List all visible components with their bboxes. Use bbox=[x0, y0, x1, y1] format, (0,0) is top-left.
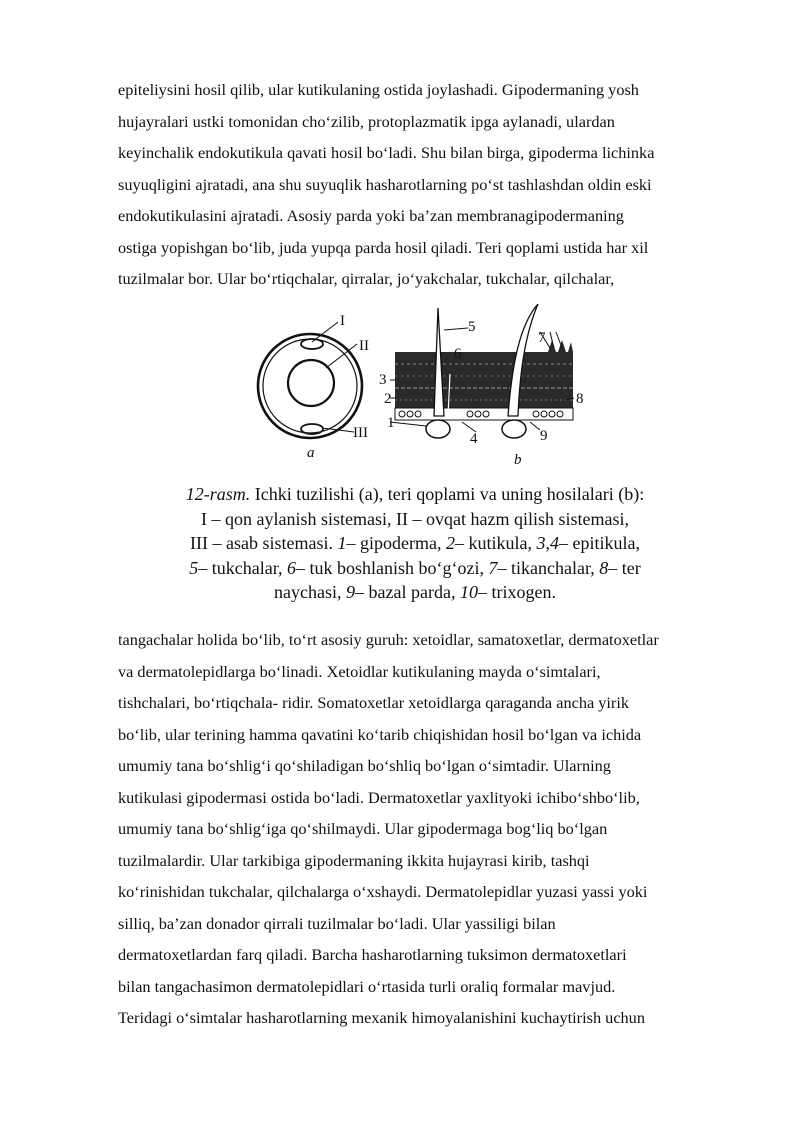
text-line: epiteliysini hosil qilib, ular kutikulaning ostida joylashadi. Gipodermaning yosh bbox=[118, 80, 639, 99]
label-4: 4 bbox=[470, 431, 478, 447]
text-line: hujayralari ustki tomonidan cho‘zilib, protoplazmatik ipga aylanadi, ulardan bbox=[118, 111, 615, 131]
body-inner-circle bbox=[263, 339, 357, 433]
paragraph-top bbox=[118, 74, 746, 295]
figure-12 bbox=[250, 304, 600, 472]
label-II: II bbox=[359, 338, 369, 354]
caption-line: III – asab sistemasi. 1– gipoderma, 2– kutikula, 3,4– epitikula, bbox=[190, 533, 640, 554]
diagram-a bbox=[258, 322, 362, 438]
label-8: 8 bbox=[576, 391, 584, 407]
label-5: 5 bbox=[468, 319, 476, 335]
paragraph-bottom bbox=[118, 624, 746, 1034]
text-line: umumiy tana bo‘shlig‘iga qo‘shilmaydi. Ular gipodermaga bog‘liq bo‘lgan bbox=[118, 819, 608, 838]
label-III: III bbox=[353, 425, 368, 441]
integument-layers bbox=[395, 352, 573, 414]
basal-layer bbox=[395, 408, 573, 420]
label-I: I bbox=[340, 313, 345, 329]
text-line: suyuqligini ajratadi, ana shu suyuqlik hasharotlarning po‘st tashlashdan oldin eski bbox=[118, 174, 652, 194]
text-line: kutikulasi gipodermasi ostida bo‘ladi. Dermatoxetlar yaxlityoki ichibo‘shbo‘lib, bbox=[118, 787, 640, 807]
label-a: a bbox=[307, 445, 315, 461]
label-3: 3 bbox=[379, 372, 387, 388]
trichogen-cell bbox=[502, 420, 526, 438]
text-line: umumiy tana bo‘shlig‘i qo‘shiladigan bo‘shliq bo‘lgan o‘simtadir. Ularning bbox=[118, 756, 611, 775]
text-line: endokutikulasini ajratadi. Asosiy parda yoki ba’zan membranagipodermaning bbox=[118, 206, 624, 225]
text-line: tangachalar holida bo‘lib, to‘rt asosiy guruh: xetoidlar, samatoxetlar, dermatoxetlar bbox=[118, 630, 659, 649]
figure-illustration bbox=[250, 304, 600, 472]
label-2: 2 bbox=[384, 391, 392, 407]
caption-line: 5– tukchalar, 6– tuk boshlanish bo‘g‘ozi, 7– tikanchalar, 8– ter bbox=[189, 557, 641, 578]
text-line: tishchalari, bo‘rtiqchala- ridir. Somatoxetlar xetoidlarga qaraganda ancha yirik bbox=[118, 693, 630, 712]
label-b: b bbox=[514, 452, 522, 468]
caption-line: naychasi, 9– bazal parda, 10– trixogen. bbox=[274, 582, 556, 603]
caption-line: 12-rasm. Ichki tuzilishi (a), teri qoplami va uning hosilalari (b): bbox=[185, 484, 645, 504]
label-6: 6 bbox=[454, 346, 462, 362]
text-line: tuzilmalar bor. Ular bo‘rtiqchalar, qirralar, jo‘yakchalar, tukchalar, qilchalar, bbox=[118, 269, 615, 288]
label-1: 1 bbox=[387, 415, 395, 431]
text-line: ostiga yopishgan bo‘lib, juda yupqa parda hosil qiladi. Teri qoplami ustida har xil bbox=[118, 237, 649, 257]
figure-caption bbox=[120, 482, 710, 605]
text-line: bo‘lib, ular terining hamma qavatini ko‘tarib chiqishidan hosil bo‘lgan va ichida bbox=[118, 724, 642, 744]
trichogen-cell bbox=[426, 420, 450, 438]
text-line: bilan tangachasimon dermatolepidlari o‘rtasida turli oraliq formalar mavjud. bbox=[118, 976, 616, 996]
text-line: ko‘rinishidan tukchalar, qilchalarga o‘xshaydi. Dermatolepidlar yuzasi yassi yoki bbox=[118, 882, 648, 901]
caption-figure-number: 12-rasm. bbox=[185, 484, 251, 504]
label-7: 7 bbox=[538, 330, 546, 346]
text-line: tuzilmalardir. Ular tarkibiga gipodermaning ikkita hujayrasi kirib, tashqi bbox=[118, 850, 590, 870]
text-line: va dermatolepidlarga bo‘linadi. Xetoidlar kutikulaning mayda o‘simtalari, bbox=[118, 661, 601, 681]
circulatory-vessel bbox=[301, 339, 323, 349]
text-line: keyinchalik endokutikula qavati hosil bo‘ladi. Shu bilan birga, gipoderma lichinka bbox=[118, 143, 655, 162]
caption-line: I – qon aylanish sistemasi, II – ovqat hazm qilish sistemasi, bbox=[201, 508, 629, 529]
diagram-b bbox=[390, 304, 574, 438]
text-line: Teridagi o‘simtalar hasharotlarning mexanik himoyalanishini kuchaytirish uchun bbox=[118, 1008, 645, 1027]
text-line: silliq, ba’zan donador qirrali tuzilmalar bo‘ladi. Ular yassiligi bilan bbox=[118, 913, 556, 933]
text-line: dermatoxetlardan farq qiladi. Barcha hasharotlarning tuksimon dermatoxetlari bbox=[118, 945, 627, 964]
label-9: 9 bbox=[540, 428, 548, 444]
